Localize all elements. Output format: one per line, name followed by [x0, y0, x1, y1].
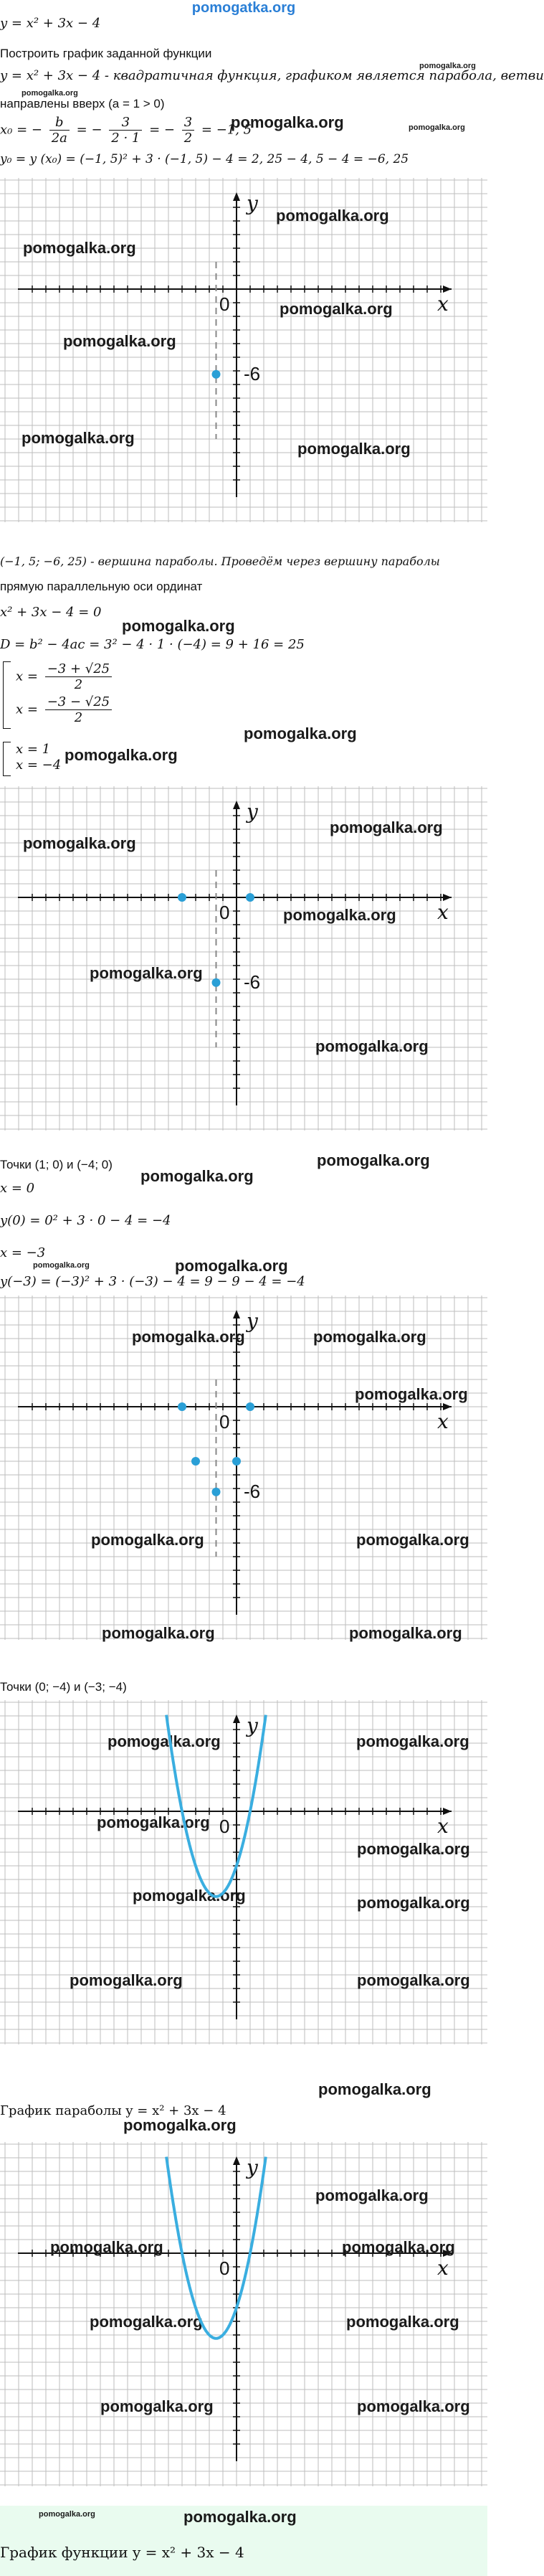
- y-axis-label: y: [247, 1714, 258, 1737]
- watermark: pomogalka.org: [346, 2313, 459, 2331]
- x-axis-label: x: [437, 1814, 449, 1838]
- watermark: pomogalka.org: [39, 2510, 95, 2519]
- formula-part: = −: [149, 122, 175, 138]
- graph-4: [0, 1700, 487, 2044]
- root-formula-1: [16, 661, 115, 692]
- watermark: pomogalka.org: [315, 1037, 429, 1055]
- watermark: pomogalka.org: [356, 1531, 469, 1549]
- watermark: pomogalka.org: [318, 2080, 431, 2098]
- watermark: pomogalka.org: [23, 834, 136, 852]
- denominator: 2 · 1: [111, 131, 140, 146]
- watermark: pomogalka.org: [280, 300, 393, 318]
- formula-part: = −: [76, 122, 102, 138]
- watermark: pomogalka.org: [90, 964, 203, 982]
- origin-label: 0: [219, 1816, 230, 1837]
- denominator: 2: [74, 677, 83, 692]
- equation-line: x = 0: [0, 1181, 35, 1196]
- y-axis-label: y: [247, 2156, 258, 2179]
- data-point: [178, 893, 186, 902]
- formula-part: x₀ = −: [0, 122, 42, 138]
- watermark: pomogalka.org: [140, 1167, 254, 1185]
- data-point: [246, 893, 254, 902]
- text-line: Точки (1; 0) и (−4; 0): [0, 1158, 113, 1171]
- data-point: [212, 370, 221, 379]
- watermark: pomogalka.org: [70, 1971, 183, 1989]
- text-line: направлены вверх (a = 1 > 0): [0, 97, 165, 110]
- formula-part: x =: [16, 669, 38, 684]
- numerator: 3: [109, 115, 142, 131]
- watermark: pomogalka.org: [132, 1328, 245, 1346]
- data-point: [178, 1402, 186, 1411]
- fraction: [49, 115, 70, 146]
- denominator: 2: [74, 710, 83, 725]
- origin-label: 0: [219, 2257, 230, 2279]
- watermark: pomogalka.org: [63, 332, 176, 350]
- watermark: pomogalka.org: [313, 1328, 426, 1346]
- numerator: −3 + √25: [45, 661, 112, 677]
- footer-caption: График функции y = x² + 3x − 4: [0, 2544, 244, 2561]
- watermark: pomogalka.org: [356, 1732, 469, 1750]
- root-1: x = 1: [16, 742, 51, 757]
- text-line: Построить график заданной функции: [0, 47, 212, 60]
- site-logo: pomogatka.org: [191, 0, 296, 16]
- watermark: pomogalka.org: [357, 2397, 470, 2415]
- vertex-x-formula: [0, 115, 252, 146]
- numerator: 3: [182, 115, 194, 131]
- watermark: pomogalka.org: [357, 1894, 470, 1912]
- watermark: pomogalka.org: [419, 62, 476, 70]
- watermark: pomogalka.org: [357, 1840, 470, 1858]
- watermark: pomogalka.org: [276, 207, 389, 225]
- equation-line: y(−3) = (−3)² + 3 · (−3) − 4 = 9 − 9 − 4 = −4: [0, 1274, 305, 1289]
- watermark: pomogalka.org: [317, 1151, 430, 1169]
- watermark: pomogalka.org: [315, 2186, 429, 2204]
- set-bracket: [3, 661, 11, 729]
- graph-5: [0, 2142, 487, 2486]
- watermark: pomogalka.org: [349, 1624, 462, 1642]
- x-axis-label: x: [437, 2256, 449, 2280]
- watermark: pomogalka.org: [102, 1624, 215, 1642]
- watermark: pomogalka.org: [122, 617, 235, 635]
- text-line: График параболы y = x² + 3x − 4: [0, 2103, 226, 2118]
- y-axis-label: y: [247, 1309, 258, 1333]
- formula-part: x =: [16, 702, 38, 717]
- watermark: pomogalka.org: [133, 1887, 246, 1905]
- watermark: pomogalka.org: [183, 2508, 297, 2526]
- text-line: (−1, 5; −6, 25) - вершина параболы. Проведём через вершину параболы: [0, 555, 440, 568]
- data-point: [246, 1402, 254, 1411]
- text-line: Точки (0; −4) и (−3; −4): [0, 1680, 127, 1694]
- watermark: pomogalka.org: [355, 1385, 468, 1403]
- watermark: pomogalka.org: [244, 725, 357, 742]
- equation-line: x = −3: [0, 1245, 46, 1260]
- y-axis-label: y: [247, 800, 258, 824]
- vertex-y-formula: y₀ = y (x₀) = (−1, 5)² + 3 · (−1, 5) − 4 = 2, 25 − 4, 5 − 4 = −6, 25: [0, 152, 409, 166]
- watermark: pomogalka.org: [90, 2313, 203, 2331]
- graph-2: [0, 786, 487, 1131]
- graph-3: [0, 1296, 487, 1640]
- watermark: pomogalka.org: [91, 1531, 204, 1549]
- x-axis-label: x: [437, 1410, 449, 1433]
- watermark: pomogalka.org: [22, 429, 135, 447]
- fraction: [45, 694, 112, 725]
- numerator: −3 − √25: [45, 694, 112, 710]
- origin-label: 0: [219, 902, 230, 923]
- set-bracket: [3, 742, 11, 776]
- watermark: pomogalka.org: [65, 746, 178, 764]
- y-value-label: -6: [244, 362, 261, 384]
- data-point: [232, 1457, 241, 1466]
- watermark: pomogalka.org: [330, 818, 443, 836]
- origin-label: 0: [219, 1411, 230, 1433]
- y-value-label: -6: [244, 1480, 261, 1502]
- discriminant-line: D = b² − 4ac = 3² − 4 · 1 · (−4) = 9 + 16 = 25: [0, 637, 305, 652]
- denominator: 2: [183, 131, 193, 146]
- watermark: pomogalka.org: [175, 1257, 288, 1275]
- watermark: pomogalka.org: [33, 1261, 90, 1270]
- equation-line: x² + 3x − 4 = 0: [0, 605, 102, 620]
- x-axis-label: x: [437, 900, 449, 924]
- x-axis-label: x: [437, 292, 449, 316]
- equation-line: y(0) = 0² + 3 · 0 − 4 = −4: [0, 1213, 171, 1228]
- denominator: 2a: [51, 131, 67, 146]
- watermark: pomogalka.org: [231, 113, 344, 131]
- y-axis-label: y: [247, 192, 258, 215]
- fraction: [45, 661, 112, 692]
- numerator: b: [49, 115, 70, 131]
- watermark: pomogalka.org: [100, 2397, 214, 2415]
- formula-part: = −1, 5: [201, 122, 252, 138]
- origin-label: 0: [219, 293, 230, 315]
- text-line: прямую параллельную оси ординат: [0, 580, 203, 593]
- watermark: pomogalka.org: [97, 1813, 210, 1831]
- watermark: pomogalka.org: [108, 1732, 221, 1750]
- watermark: pomogalka.org: [50, 2238, 163, 2256]
- equation-line: y = x² + 3x − 4: [0, 16, 101, 31]
- watermark: pomogalka.org: [342, 2238, 455, 2256]
- watermark: pomogalka.org: [409, 123, 465, 132]
- data-point: [212, 1488, 221, 1496]
- watermark: pomogalka.org: [357, 1971, 470, 1989]
- watermark: pomogalka.org: [283, 906, 396, 924]
- fraction: [182, 115, 194, 146]
- watermark: pomogalka.org: [22, 89, 78, 98]
- watermark: pomogalka.org: [123, 2116, 237, 2134]
- parabola-curve: [166, 2157, 266, 2339]
- text-line: y = x² + 3x − 4 - квадратичная функция, графиком является парабола, ветви: [0, 68, 544, 83]
- root-formula-2: [16, 694, 115, 725]
- data-point: [191, 1457, 200, 1466]
- y-value-label: -6: [244, 971, 261, 993]
- watermark: pomogalka.org: [23, 239, 136, 257]
- graph-1: [0, 178, 487, 522]
- data-point: [212, 978, 221, 987]
- fraction: [109, 115, 142, 146]
- watermark: pomogalka.org: [297, 440, 411, 458]
- root-2: x = −4: [16, 758, 62, 773]
